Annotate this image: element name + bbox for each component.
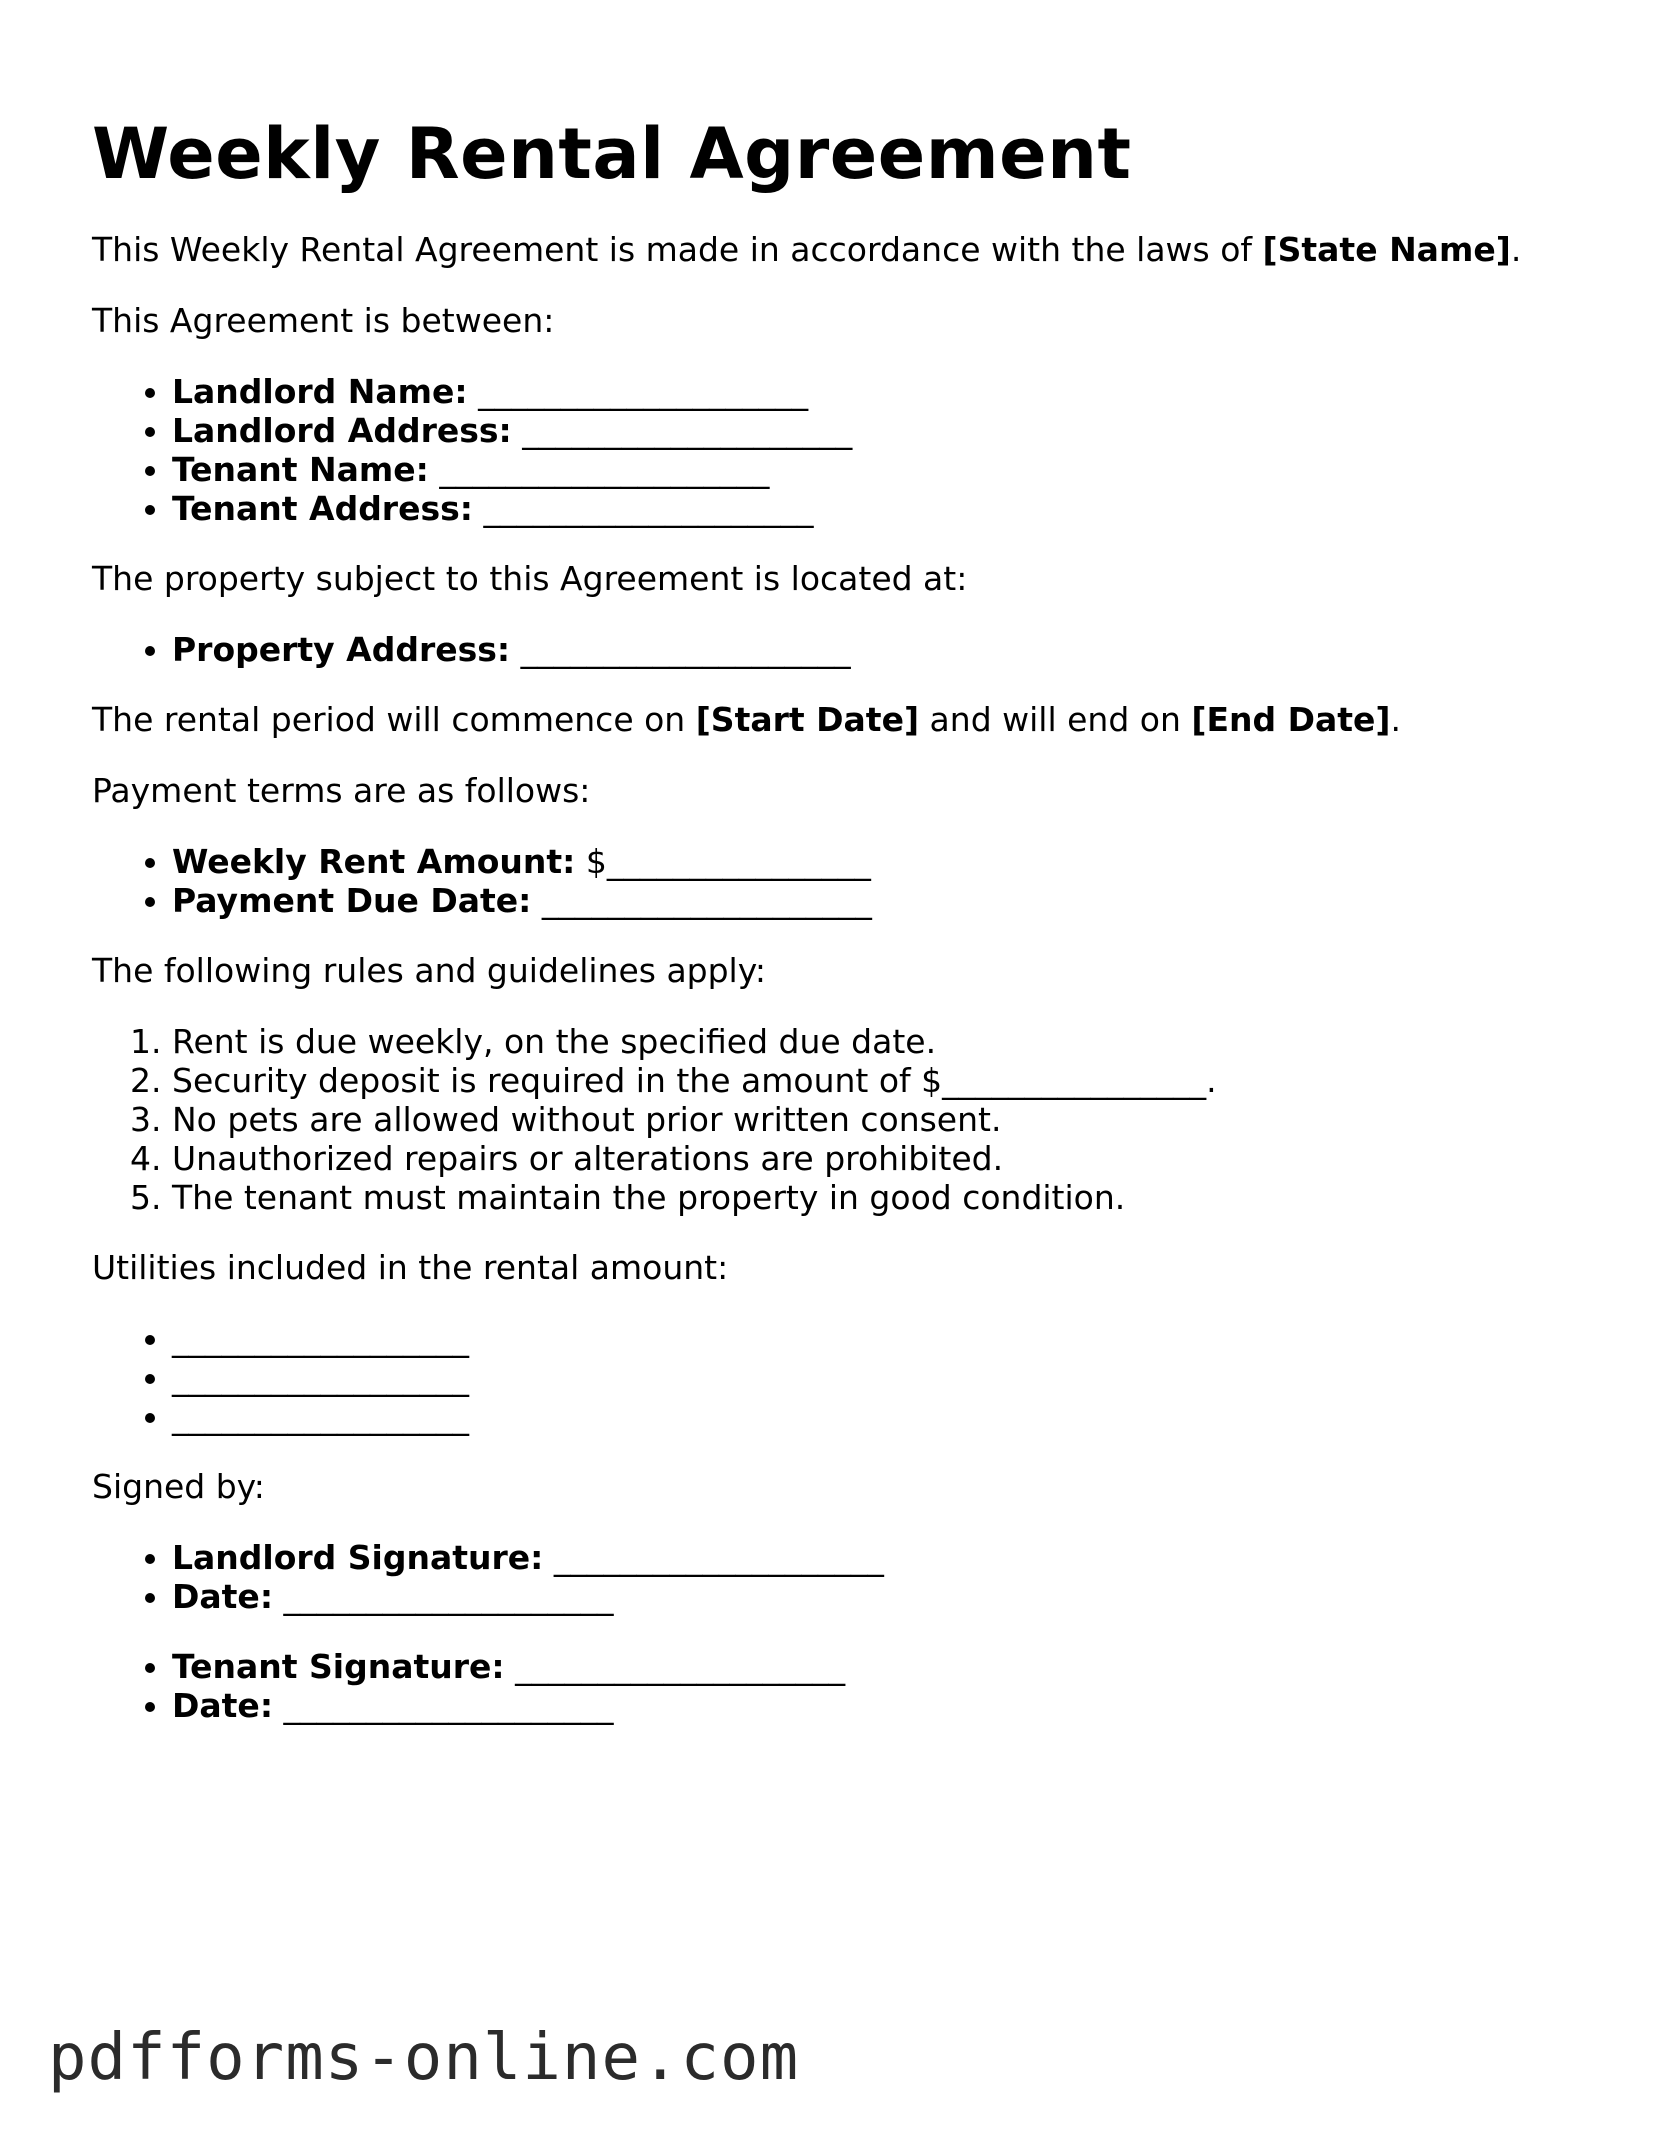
signed-label: Signed by: (92, 1467, 265, 1506)
document-title: Weekly Rental Agreement (92, 113, 1132, 195)
payment-list (92, 842, 1572, 920)
field-label: Property Address: (172, 630, 511, 669)
utilities-label: Utilities included in the rental amount: (92, 1248, 729, 1287)
list-item-tenant-name (172, 450, 1572, 489)
field-label: Tenant Address: (172, 489, 473, 528)
utility-blank: __________________ (172, 1397, 469, 1436)
period-middle: and will end on (919, 700, 1192, 739)
landlord-address-blank: ____________________ (511, 411, 853, 450)
field-label: Date: (172, 1577, 274, 1616)
list-item-tenant-address (172, 489, 1572, 528)
parties-list (92, 372, 1572, 528)
payment-label: Payment terms are as follows: (92, 771, 591, 810)
start-date-placeholder: [Start Date] (695, 700, 920, 739)
tenant-signature-blank: ____________________ (504, 1647, 846, 1686)
rules-list (92, 1022, 1572, 1217)
field-label: Landlord Signature: (172, 1538, 544, 1577)
state-name-placeholder: [State Name] (1262, 230, 1511, 269)
field-label: Date: (172, 1686, 274, 1725)
list-item-tenant-date (172, 1686, 1572, 1725)
list-item-tenant-signature (172, 1647, 1572, 1686)
property-label: The property subject to this Agreement is located at: (92, 559, 968, 598)
document-page (92, 112, 1572, 1725)
intro-suffix: . (1510, 230, 1522, 269)
list-item-weekly-rent (172, 842, 1572, 881)
list-item-utility (172, 1397, 1572, 1436)
list-item-property-address (172, 630, 1572, 669)
field-label: Landlord Address: (172, 411, 512, 450)
landlord-signature-blank: ____________________ (543, 1538, 884, 1577)
utility-blank: __________________ (172, 1319, 469, 1358)
list-item-rule: 3. No pets are allowed without prior written consent. (172, 1100, 1572, 1139)
list-item-utility (172, 1358, 1572, 1397)
intro-prefix: This Weekly Rental Agreement is made in accordance with the laws of (92, 230, 1263, 269)
list-item-payment-due-date (172, 881, 1572, 920)
field-label: Payment Due Date: (172, 881, 532, 920)
list-item-landlord-date (172, 1577, 1572, 1616)
landlord-date-blank: ____________________ (273, 1577, 614, 1616)
utilities-list (92, 1319, 1572, 1436)
tenant-name-blank: ____________________ (428, 450, 770, 489)
list-item-landlord-signature (172, 1538, 1572, 1577)
tenant-date-blank: ____________________ (273, 1686, 614, 1725)
field-label: Tenant Name: (172, 450, 429, 489)
tenant-signature-list (92, 1647, 1572, 1725)
footer-watermark: pdfforms-online.com (48, 2021, 800, 2095)
field-label: Weekly Rent Amount: (172, 842, 576, 881)
landlord-name-blank: ____________________ (467, 372, 809, 411)
weekly-rent-blank: $________________ (575, 842, 871, 881)
between-label: This Agreement is between: (92, 301, 555, 340)
utility-blank: __________________ (172, 1358, 469, 1397)
end-date-placeholder: [End Date] (1191, 700, 1391, 739)
property-address-blank: ____________________ (510, 630, 851, 669)
list-item-rule: 2. Security deposit is required in the amount of $________________. (172, 1061, 1572, 1100)
list-item-rule: 4. Unauthorized repairs or alterations are prohibited. (172, 1139, 1572, 1178)
list-item-landlord-name (172, 372, 1572, 411)
list-item-landlord-address (172, 411, 1572, 450)
list-item-rule: 1. Rent is due weekly, on the specified due date. (172, 1022, 1572, 1061)
tenant-address-blank: ____________________ (472, 489, 814, 528)
period-paragraph (92, 700, 1572, 740)
payment-due-date-blank: ____________________ (531, 881, 872, 920)
field-label: Landlord Name: (172, 372, 468, 411)
intro-paragraph (92, 230, 1572, 270)
list-item-utility (172, 1319, 1572, 1358)
period-prefix: The rental period will commence on (92, 700, 696, 739)
field-label: Tenant Signature: (172, 1647, 505, 1686)
rules-label: The following rules and guidelines apply: (92, 951, 766, 990)
list-item-rule: 5. The tenant must maintain the property in good condition. (172, 1178, 1572, 1217)
landlord-signature-list (92, 1538, 1572, 1616)
property-list (92, 630, 1572, 669)
period-suffix: . (1390, 700, 1402, 739)
